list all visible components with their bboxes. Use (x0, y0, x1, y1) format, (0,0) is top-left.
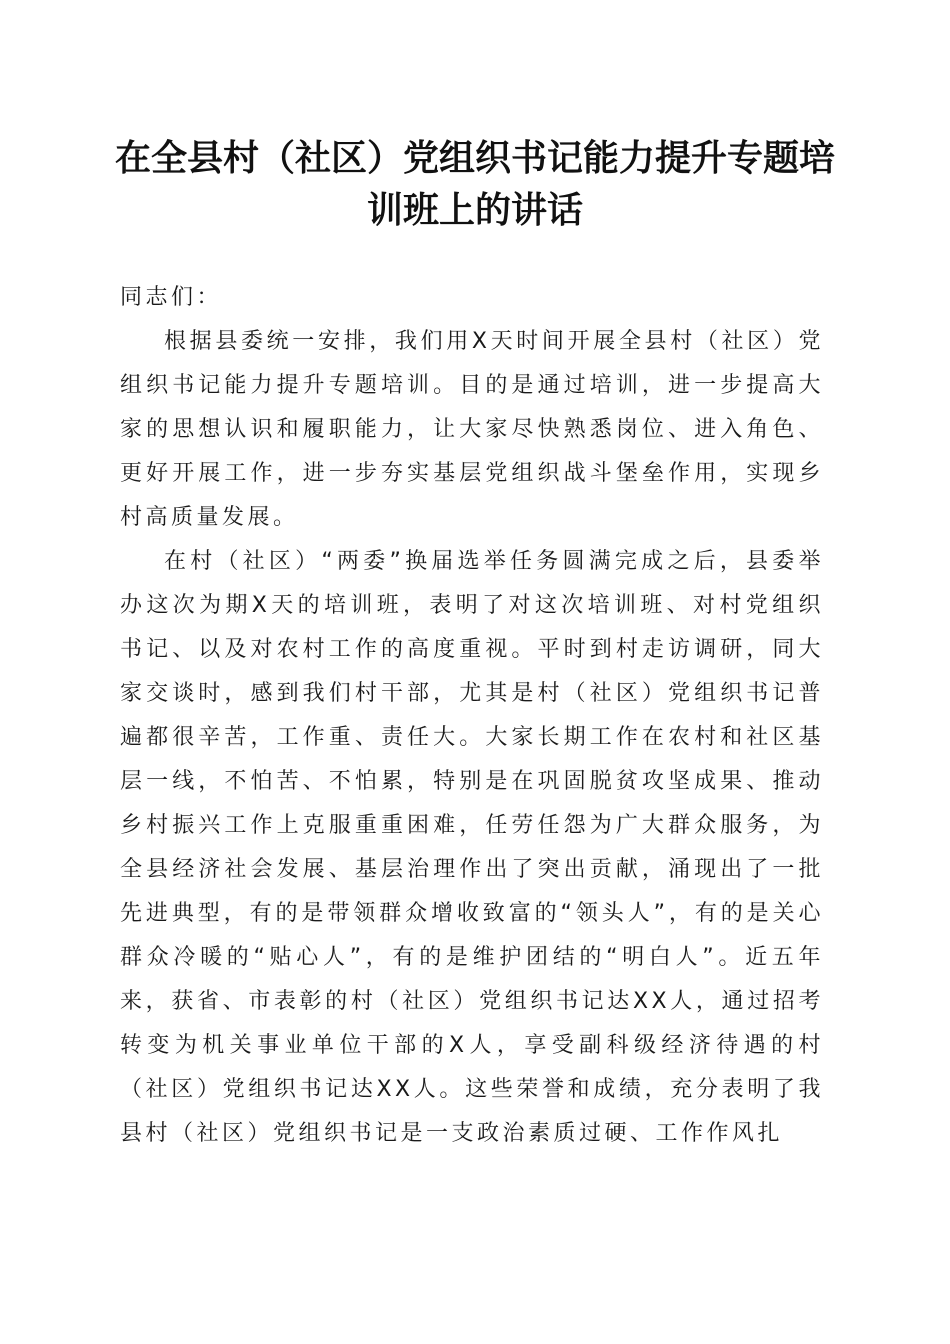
paragraph-2: 在村（社区）“两委”换届选举任务圆满完成之后，县委举办这次为期X天的培训班，表明了对这次培训班、对村党组织书记、以及对农村工作的高度重视。平时到村走访调研，同大家交谈时，感到我们村干部，尤其是村（社区）党组织书记普遍都很辛苦，工作重、责任大。大家长期工作在农村和社区基层一线，不怕苦、不怕累，特别是在巩固脱贫攻坚成果、推动乡村振兴工作上克服重重困难，任劳任怨为广大群众服务，为全县经济社会发展、基层治理作出了突出贡献，涌现出了一批先进典型，有的是带领群众增收致富的“领头人”，有的是关心群众冷暖的“贴心人”，有的是维护团结的“明白人”。近五年来，获省、市表彰的村（社区）党组织书记达XX人，通过招考转变为机关事业单位干部的X人，享受副科级经济待遇的村（社区）党组织书记达XX人。这些荣誉和成绩，充分表明了我县村（社区）党组织书记是一支政治素质过硬、工作作风扎 (120, 549, 824, 1146)
document-title: 在全县村（社区）党组织书记能力提升专题培训班上的讲话 (114, 137, 835, 231)
salutation: 同志们： (120, 285, 223, 310)
paragraph-1: 根据县委统一安排，我们用X天时间开展全县村（社区）党组织书记能力提升专题培训。目的是通过培训，进一步提高大家的思想认识和履职能力，让大家尽快熟悉岗位、进入角色、更好开展工作，进一步夯实基层党组织战斗堡垒作用，实现乡村高质量发展。 (120, 329, 824, 530)
document-body (120, 276, 824, 1156)
